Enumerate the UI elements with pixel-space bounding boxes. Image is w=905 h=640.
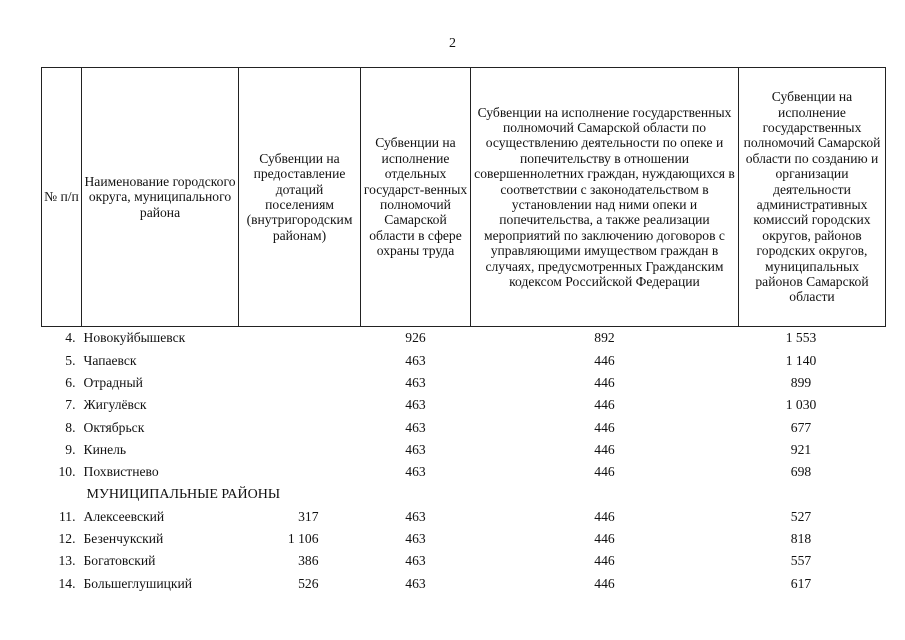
table-row — [42, 349, 886, 371]
table-row — [42, 550, 886, 572]
row-value-d: 677 — [790, 419, 812, 435]
row-value-a — [239, 372, 361, 394]
row-value-a — [239, 461, 361, 483]
row-value-d: 1 030 — [785, 397, 817, 413]
row-number: 10. — [58, 464, 76, 480]
urban-rows — [42, 327, 886, 484]
row-name: Алексеевский — [83, 508, 165, 524]
row-value-d: 899 — [790, 375, 812, 391]
row-number: 7. — [65, 397, 76, 413]
table-row — [42, 416, 886, 438]
row-value-a — [239, 438, 361, 460]
row-value-a: 317 — [298, 508, 319, 524]
row-name: Похвистнево — [83, 464, 159, 480]
row-name: Отрадный — [83, 375, 143, 391]
row-value-c: 892 — [594, 330, 615, 346]
row-number: 11. — [59, 508, 76, 524]
header-num: № п/п — [42, 68, 82, 327]
row-value-d: 698 — [790, 464, 812, 480]
row-name: Безенчукский — [83, 531, 164, 547]
row-value-c: 446 — [594, 553, 615, 569]
row-value-c: 446 — [594, 397, 615, 413]
table-header — [42, 68, 886, 327]
row-number: 5. — [65, 352, 76, 368]
row-value-d: 617 — [790, 575, 812, 591]
row-value-a — [239, 416, 361, 438]
header-col-d: Субвенции на исполнение государственных полномочий Самарской области по созданию и организации деятельности административных комиссий городских округов, районов городских округов, муниципальных районов Самарской области — [739, 68, 886, 327]
row-name: Жигулёвск — [83, 397, 147, 413]
row-value-b: 463 — [405, 531, 426, 547]
row-name: Октябрьск — [83, 419, 145, 435]
row-value-c: 446 — [594, 375, 615, 391]
table-row — [42, 505, 886, 527]
row-value-a: 386 — [298, 553, 319, 569]
row-value-a: 1 106 — [287, 531, 319, 547]
table-row — [42, 461, 886, 483]
row-value-b: 463 — [405, 441, 426, 457]
page-number: 2 — [449, 36, 456, 51]
table-row — [42, 394, 886, 416]
row-name: Чапаевск — [83, 352, 137, 368]
row-name: Большеглушицкий — [83, 575, 193, 591]
header-name: Наименование городского округа, муниципального района — [82, 68, 239, 327]
row-value-b: 926 — [405, 330, 426, 346]
row-value-c: 446 — [594, 352, 615, 368]
row-name: Кинель — [83, 441, 127, 457]
header-row — [42, 68, 886, 327]
row-value-b: 463 — [405, 553, 426, 569]
row-value-d: 1 553 — [785, 330, 817, 346]
row-value-c: 446 — [594, 464, 615, 480]
row-value-c: 446 — [594, 531, 615, 547]
table-row — [42, 528, 886, 550]
row-value-c: 446 — [594, 441, 615, 457]
row-number: 9. — [65, 441, 76, 457]
row-value-b: 463 — [405, 397, 426, 413]
row-value-c: 446 — [594, 575, 615, 591]
row-value-d: 818 — [790, 531, 812, 547]
table-row — [42, 372, 886, 394]
row-number: 8. — [65, 419, 76, 435]
header-col-b: Субвенции на исполнение отдельных государст-венных полномочий Самарской области в сфере охраны труда — [361, 68, 471, 327]
row-value-b: 463 — [405, 575, 426, 591]
section-title: МУНИЦИПАЛЬНЫЕ РАЙОНЫ — [86, 486, 281, 502]
subventions-table — [41, 67, 886, 595]
row-value-d: 527 — [790, 508, 812, 524]
row-number: 13. — [58, 553, 76, 569]
row-value-b: 463 — [405, 508, 426, 524]
row-value-d: 921 — [790, 441, 812, 457]
row-number: 12. — [58, 531, 76, 547]
row-value-a: 526 — [298, 575, 319, 591]
row-value-d: 557 — [790, 553, 812, 569]
row-name: Новокуйбышевск — [83, 330, 186, 346]
table-row — [42, 572, 886, 594]
row-number: 14. — [58, 575, 76, 591]
header-col-c: Субвенции на исполнение государственных полномочий Самарской области по осуществлению деятельности по опеке и попечительству в отношении совершеннолетних граждан, нуждающихся в соответствии с законодательством в установлении над ними опеки и попечительства, а также реализации мероприятий по заключению договоров с управляющими имуществом граждан в случаях, предусмотренных Гражданским кодексом Российской Федерации — [471, 68, 739, 327]
row-number: 4. — [65, 330, 76, 346]
row-value-b: 463 — [405, 464, 426, 480]
section-row — [42, 483, 886, 505]
table-row — [42, 438, 886, 460]
row-value-a — [239, 349, 361, 371]
section-header — [42, 483, 886, 505]
district-rows — [42, 505, 886, 594]
row-value-c: 446 — [594, 508, 615, 524]
row-value-a — [239, 394, 361, 416]
row-value-b: 463 — [405, 419, 426, 435]
row-value-b: 463 — [405, 352, 426, 368]
row-value-c: 446 — [594, 419, 615, 435]
row-number: 6. — [65, 375, 76, 391]
row-value-a — [239, 327, 361, 350]
header-col-a: Субвенции на предоставление дотаций поселениям (внутригородским районам) — [239, 68, 361, 327]
table-row — [42, 327, 886, 350]
row-name: Богатовский — [83, 553, 156, 569]
row-value-d: 1 140 — [785, 352, 817, 368]
row-value-b: 463 — [405, 375, 426, 391]
